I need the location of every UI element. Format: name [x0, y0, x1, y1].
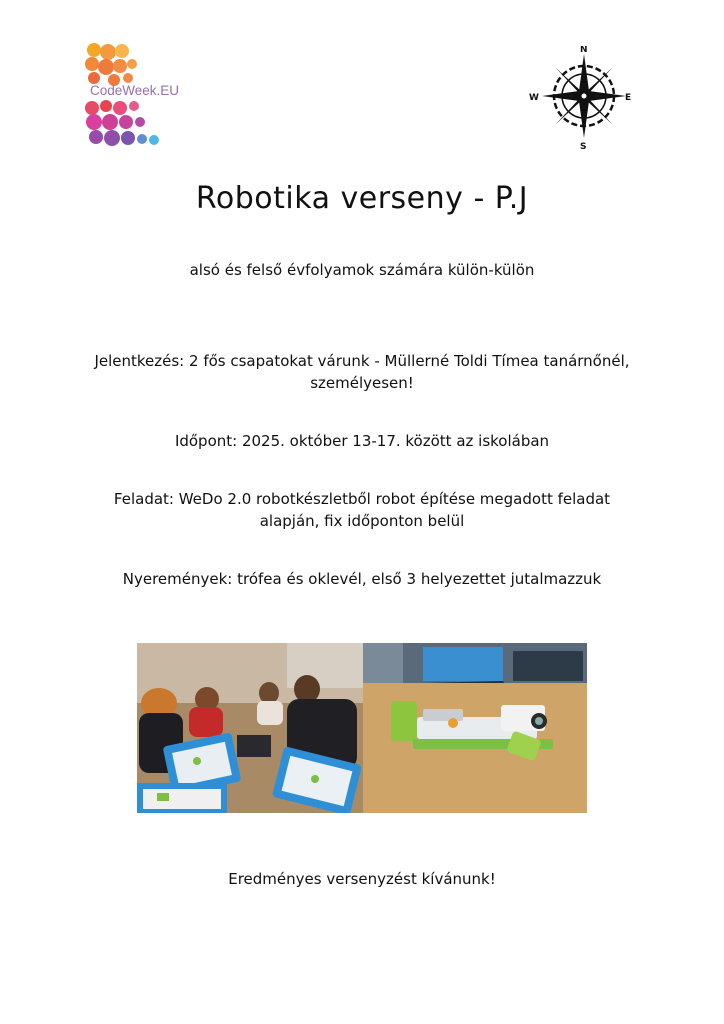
registration-text: Jelentkezés: 2 fős csapatokat várunk - Müllerné Toldi Tímea tanárnőnél, személyesen!: [94, 352, 630, 392]
compass-rose-icon: [528, 46, 634, 150]
robot-photo: [363, 643, 587, 813]
codeweek-logo: [84, 42, 188, 148]
prizes-text: Nyeremények: trófea és oklevél, első 3 helyezettet jutalmazzuk: [122, 570, 602, 588]
page-title: Robotika verseny - P.J: [195, 181, 529, 216]
closing-text: Eredményes versenyzést kívánunk!: [228, 870, 496, 888]
compass-north: N: [580, 46, 588, 55]
logo-text: CodeWeek.EU: [90, 83, 180, 98]
compass-west: W: [529, 93, 539, 103]
date-text: Időpont: 2025. október 13-17. között az iskolában: [174, 432, 550, 450]
subtitle: alsó és felső évfolyamok számára külön-külön: [189, 261, 535, 279]
task-text: Feladat: WeDo 2.0 robotkészletből robot építése megadott feladat alapján, fix időponton belül: [113, 490, 611, 530]
students-photo: [137, 643, 363, 813]
compass-south: S: [580, 142, 587, 150]
compass-east: E: [625, 93, 632, 103]
